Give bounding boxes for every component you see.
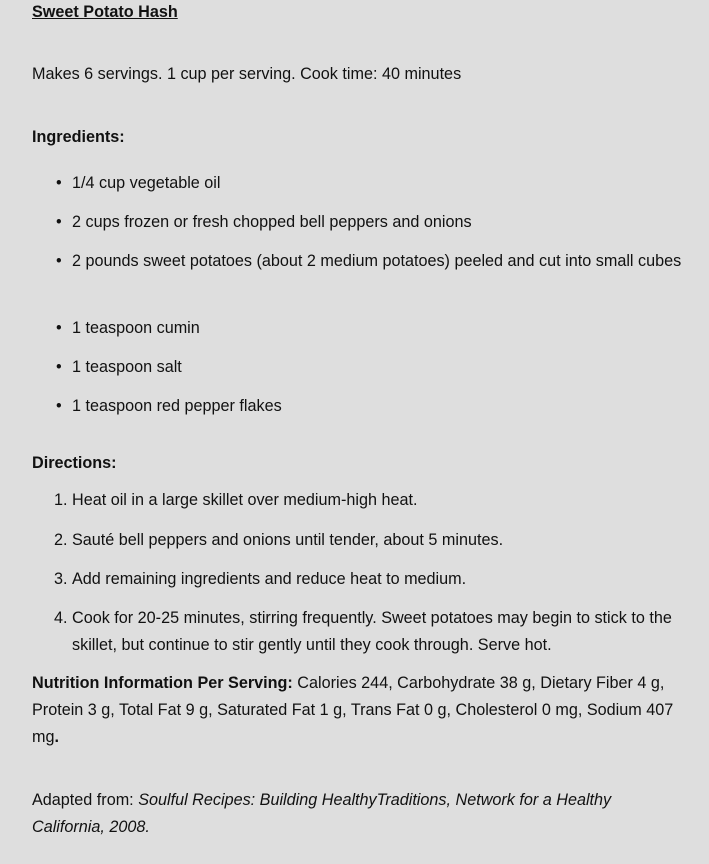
nutrition-label: Nutrition Information Per Serving: — [32, 674, 293, 692]
direction-step — [54, 487, 682, 514]
step-text: Cook for 20-25 minutes, stirring frequently. Sweet potatoes may begin to stick to the skillet, but continue to stir gently until they cook through. Serve hot. — [72, 609, 672, 654]
ingredient-text: 2 pounds sweet potatoes (about 2 medium potatoes) peeled and cut into small cubes — [72, 252, 682, 270]
nutrition-values: Calories 244, Carbohydrate 38 g, Dietary Fiber 4 g, Protein 3 g, Total Fat 9 g, Saturated Fat 1 g, Trans Fat 0 g, Cholesterol 0 mg, Sodium 407 mg — [32, 674, 674, 746]
bullet: • — [56, 174, 62, 192]
ingredient-text: 1 teaspoon red pepper flakes — [72, 397, 282, 415]
direction-step — [54, 566, 682, 593]
directions-heading: Directions: — [32, 454, 117, 472]
adapted-source: Soulful Recipes: Building HealthyTraditions, Network for a Healthy California, 2008. — [32, 791, 612, 836]
adapted-from — [32, 787, 652, 841]
nutrition-period: . — [54, 728, 59, 746]
ingredient-text: 1 teaspoon salt — [72, 358, 182, 376]
step-number: 3. — [54, 570, 68, 588]
ingredient-item — [56, 209, 682, 236]
bullet: • — [56, 252, 62, 270]
ingredient-text: 2 cups frozen or fresh chopped bell peppers and onions — [72, 213, 472, 231]
recipe-title: Sweet Potato Hash — [32, 3, 178, 21]
ingredient-item — [56, 393, 682, 420]
ingredient-item — [56, 354, 682, 381]
step-text: Heat oil in a large skillet over medium-high heat. — [72, 491, 418, 509]
step-number: 1. — [54, 491, 68, 509]
ingredient-text: 1 teaspoon cumin — [72, 319, 200, 337]
ingredients-heading: Ingredients: — [32, 128, 125, 146]
nutrition-info — [32, 670, 692, 751]
bullet: • — [56, 319, 62, 337]
direction-step — [54, 605, 677, 659]
step-text: Sauté bell peppers and onions until tender, about 5 minutes. — [72, 531, 504, 549]
ingredient-item — [56, 248, 682, 275]
step-number: 4. — [54, 609, 68, 627]
ingredient-text: 1/4 cup vegetable oil — [72, 174, 221, 192]
bullet: • — [56, 397, 62, 415]
ingredient-item — [56, 315, 682, 342]
ingredient-item — [56, 170, 682, 197]
direction-step — [54, 527, 682, 554]
step-text: Add remaining ingredients and reduce heat to medium. — [72, 570, 467, 588]
servings-info: Makes 6 servings. 1 cup per serving. Cook time: 40 minutes — [32, 65, 462, 83]
bullet: • — [56, 213, 62, 231]
step-number: 2. — [54, 531, 68, 549]
adapted-prefix: Adapted from: — [32, 791, 139, 809]
bullet: • — [56, 358, 62, 376]
